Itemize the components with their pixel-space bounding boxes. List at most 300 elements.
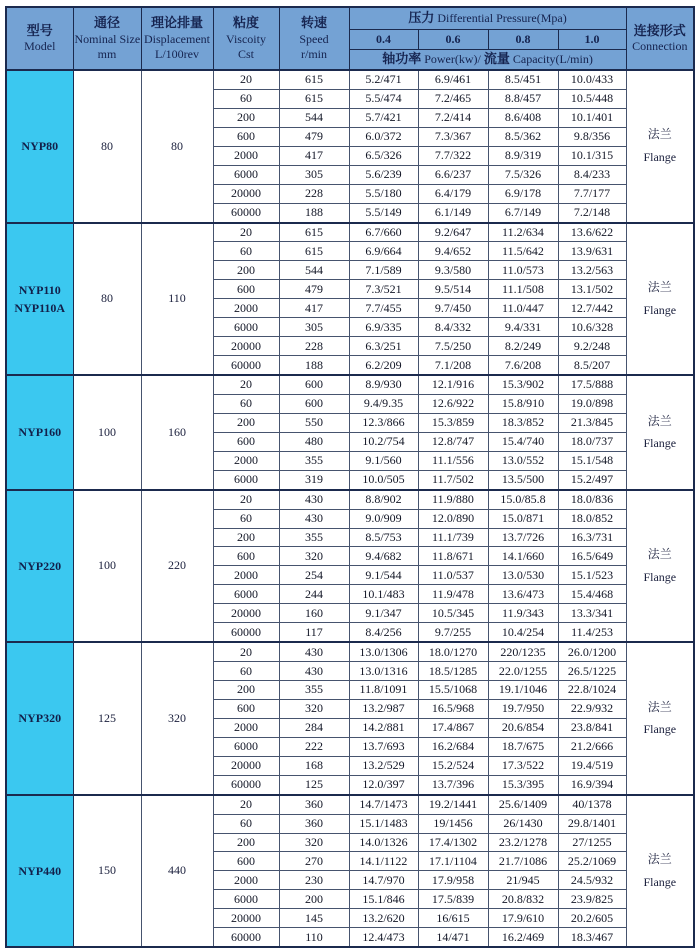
speed-cell: 479: [279, 127, 349, 146]
viscosity-cell: 6000: [213, 890, 279, 909]
viscosity-cell: 20: [213, 490, 279, 509]
power-capacity-cell-p0.6: 6.4/179: [418, 184, 488, 203]
power-capacity-cell-p0.6: 12.1/916: [418, 375, 488, 394]
header-nominal-unit: mm: [97, 46, 117, 61]
speed-cell: 319: [279, 470, 349, 489]
viscosity-cell: 600: [213, 699, 279, 718]
power-capacity-cell-p0.8: 26/1430: [488, 814, 558, 833]
power-capacity-cell-p0.6: 7.1/208: [418, 356, 488, 375]
viscosity-cell: 20000: [213, 604, 279, 623]
viscosity-cell: 60000: [213, 775, 279, 794]
power-capacity-cell-p0.4: 6.7/660: [349, 223, 418, 242]
header-speed: [279, 7, 349, 70]
speed-cell: 600: [279, 375, 349, 394]
power-capacity-cell-p1.0: 21.3/845: [558, 413, 626, 432]
speed-cell: 615: [279, 70, 349, 89]
power-capacity-cell-p0.6: 9.5/514: [418, 280, 488, 299]
viscosity-cell: 200: [213, 261, 279, 280]
viscosity-cell: 6000: [213, 470, 279, 489]
speed-cell: 320: [279, 547, 349, 566]
power-capacity-cell-p0.4: 10.1/483: [349, 585, 418, 604]
power-capacity-cell-p0.6: 15.2/524: [418, 756, 488, 775]
speed-cell: 244: [279, 585, 349, 604]
speed-cell: 305: [279, 318, 349, 337]
power-capacity-cell-p0.6: 11.0/537: [418, 566, 488, 585]
displacement-cell: 220: [141, 490, 213, 643]
header-displacement-unit: L/100rev: [155, 46, 199, 61]
speed-cell: 228: [279, 184, 349, 203]
speed-cell: 228: [279, 337, 349, 356]
power-capacity-cell-p0.8: 6.9/178: [488, 184, 558, 203]
model-cell: NYP440: [6, 795, 73, 948]
power-capacity-cell-p1.0: 10.1/315: [558, 146, 626, 165]
viscosity-cell: 60000: [213, 623, 279, 642]
power-capacity-cell-p0.4: 9.1/347: [349, 604, 418, 623]
power-capacity-cell-p0.4: 6.3/251: [349, 337, 418, 356]
power-capacity-cell-p0.6: 11.8/671: [418, 547, 488, 566]
power-capacity-cell-p0.6: 9.3/580: [418, 261, 488, 280]
speed-cell: 145: [279, 909, 349, 928]
power-capacity-cell-p0.8: 25.6/1409: [488, 795, 558, 814]
viscosity-cell: 60000: [213, 203, 279, 222]
viscosity-cell: 2000: [213, 299, 279, 318]
power-capacity-cell-p0.4: 14.7/970: [349, 871, 418, 890]
model-cell: NYP220: [6, 490, 73, 643]
header-model-en: Model: [24, 39, 56, 54]
power-capacity-cell-p1.0: 13.9/631: [558, 242, 626, 261]
displacement-cell: 80: [141, 70, 213, 223]
power-capacity-cell-p1.0: 17.5/888: [558, 375, 626, 394]
power-capacity-cell-p0.6: 17.1/1104: [418, 852, 488, 871]
power-capacity-cell-p1.0: 8.5/207: [558, 356, 626, 375]
power-capacity-cell-p0.6: 9.7/255: [418, 623, 488, 642]
viscosity-cell: 6000: [213, 585, 279, 604]
table-row: [6, 490, 694, 509]
power-capacity-cell-p0.8: 22.0/1255: [488, 662, 558, 681]
power-capacity-cell-p0.8: 20.8/832: [488, 890, 558, 909]
power-capacity-cell-p1.0: 23.8/841: [558, 718, 626, 737]
speed-cell: 168: [279, 756, 349, 775]
power-capacity-cell-p0.8: 9.4/331: [488, 318, 558, 337]
speed-cell: 222: [279, 737, 349, 756]
power-capacity-cell-p0.4: 8.4/256: [349, 623, 418, 642]
header-speed-unit: r/min: [301, 46, 327, 61]
power-capacity-cell-p0.4: 5.7/421: [349, 108, 418, 127]
power-capacity-cell-p0.8: 8.9/319: [488, 146, 558, 165]
power-capacity-cell-p0.8: 11.2/634: [488, 223, 558, 242]
power-capacity-cell-p0.4: 8.8/902: [349, 490, 418, 509]
power-capacity-cell-p0.4: 13.2/620: [349, 909, 418, 928]
speed-cell: 615: [279, 89, 349, 108]
power-capacity-cell-p1.0: 27/1255: [558, 833, 626, 852]
power-capacity-cell-p0.8: 13.0/552: [488, 451, 558, 470]
power-capacity-cell-p0.4: 7.3/521: [349, 280, 418, 299]
power-capacity-cell-p1.0: 15.1/548: [558, 451, 626, 470]
connection-cell: 法兰 Flange: [626, 490, 694, 643]
header-connection: [626, 7, 694, 70]
power-capacity-cell-p0.4: 6.9/664: [349, 242, 418, 261]
power-capacity-cell-p0.6: 9.2/647: [418, 223, 488, 242]
header-pressure-en: Differential Pressure(Mpa): [437, 11, 567, 26]
viscosity-cell: 20: [213, 375, 279, 394]
power-capacity-cell-p0.8: 10.4/254: [488, 623, 558, 642]
power-capacity-cell-p0.4: 8.5/753: [349, 528, 418, 547]
viscosity-cell: 60: [213, 242, 279, 261]
table-row: [6, 223, 694, 242]
viscosity-cell: 600: [213, 432, 279, 451]
power-capacity-cell-p0.8: 8.5/451: [488, 70, 558, 89]
power-capacity-cell-p0.4: 15.1/1483: [349, 814, 418, 833]
power-capacity-cell-p0.6: 6.9/461: [418, 70, 488, 89]
viscosity-cell: 60000: [213, 928, 279, 947]
speed-cell: 355: [279, 681, 349, 700]
power-capacity-cell-p0.6: 14/471: [418, 928, 488, 947]
power-capacity-cell-p1.0: 9.2/248: [558, 337, 626, 356]
pressure-level-0.6: 0.6: [418, 30, 488, 50]
power-capacity-cell-p0.4: 6.2/209: [349, 356, 418, 375]
power-capacity-cell-p1.0: 19.4/519: [558, 756, 626, 775]
speed-cell: 480: [279, 432, 349, 451]
displacement-cell: 110: [141, 223, 213, 376]
power-capacity-cell-p0.8: 13.0/530: [488, 566, 558, 585]
header-viscosity: [213, 7, 279, 70]
viscosity-cell: 2000: [213, 451, 279, 470]
power-capacity-cell-p1.0: 19.0/898: [558, 394, 626, 413]
power-capacity-cell-p0.8: 15.4/740: [488, 432, 558, 451]
power-capacity-cell-p0.4: 13.0/1306: [349, 642, 418, 661]
speed-cell: 430: [279, 509, 349, 528]
header-model-zh: 型号: [26, 22, 53, 38]
table-row: [6, 375, 694, 394]
displacement-cell: 440: [141, 795, 213, 948]
power-capacity-cell-p0.4: 11.8/1091: [349, 681, 418, 700]
nominal-size-cell: 100: [73, 490, 141, 643]
header-speed-zh: 转速: [300, 15, 327, 31]
speed-cell: 284: [279, 718, 349, 737]
header-pressure-zh: 压力: [408, 10, 435, 26]
power-capacity-cell-p0.4: 13.2/529: [349, 756, 418, 775]
viscosity-cell: 200: [213, 528, 279, 547]
power-capacity-cell-p0.8: 8.6/408: [488, 108, 558, 127]
power-capacity-cell-p1.0: 15.1/523: [558, 566, 626, 585]
power-capacity-cell-p0.6: 7.2/465: [418, 89, 488, 108]
power-capacity-cell-p0.6: 16/615: [418, 909, 488, 928]
power-capacity-cell-p0.8: 17.9/610: [488, 909, 558, 928]
header-speed-en: Speed: [299, 31, 329, 46]
power-capacity-cell-p0.4: 5.5/474: [349, 89, 418, 108]
speed-cell: 615: [279, 242, 349, 261]
power-capacity-cell-p0.8: 6.7/149: [488, 203, 558, 222]
power-capacity-cell-p0.6: 11.1/556: [418, 451, 488, 470]
power-capacity-cell-p1.0: 16.3/731: [558, 528, 626, 547]
power-capacity-cell-p0.4: 12.0/397: [349, 775, 418, 794]
power-capacity-cell-p1.0: 10.6/328: [558, 318, 626, 337]
power-capacity-cell-p1.0: 13.6/622: [558, 223, 626, 242]
power-capacity-cell-p0.8: 16.2/469: [488, 928, 558, 947]
power-capacity-cell-p0.8: 8.5/362: [488, 127, 558, 146]
power-capacity-cell-p1.0: 11.4/253: [558, 623, 626, 642]
nominal-size-cell: 100: [73, 375, 141, 490]
power-capacity-cell-p0.6: 6.1/149: [418, 203, 488, 222]
power-capacity-cell-p0.8: 11.0/447: [488, 299, 558, 318]
power-capacity-cell-p0.6: 13.7/396: [418, 775, 488, 794]
power-capacity-cell-p1.0: 16.9/394: [558, 775, 626, 794]
pressure-level-1.0: 1.0: [558, 30, 626, 50]
power-capacity-cell-p0.6: 9.7/450: [418, 299, 488, 318]
power-capacity-cell-p0.6: 11.9/478: [418, 585, 488, 604]
power-capacity-cell-p0.6: 8.4/332: [418, 318, 488, 337]
nominal-size-cell: 150: [73, 795, 141, 948]
speed-cell: 417: [279, 146, 349, 165]
power-capacity-cell-p0.6: 17.4/867: [418, 718, 488, 737]
power-capacity-cell-p0.8: 11.1/508: [488, 280, 558, 299]
speed-cell: 125: [279, 775, 349, 794]
power-capacity-cell-p1.0: 7.2/148: [558, 203, 626, 222]
power-capacity-cell-p0.4: 5.5/149: [349, 203, 418, 222]
viscosity-cell: 20: [213, 70, 279, 89]
power-capacity-cell-p0.4: 9.4/682: [349, 547, 418, 566]
displacement-cell: 160: [141, 375, 213, 490]
power-capacity-cell-p0.4: 5.5/180: [349, 184, 418, 203]
header-connection-zh: 连接形式: [633, 22, 686, 38]
power-capacity-cell-p1.0: 13.2/563: [558, 261, 626, 280]
power-capacity-cell-p0.8: 8.8/457: [488, 89, 558, 108]
power-capacity-cell-p1.0: 21.2/666: [558, 737, 626, 756]
viscosity-cell: 600: [213, 547, 279, 566]
viscosity-cell: 2000: [213, 566, 279, 585]
viscosity-cell: 60: [213, 89, 279, 108]
model-cell: NYP80: [6, 70, 73, 223]
speed-cell: 479: [279, 280, 349, 299]
power-capacity-cell-p0.4: 12.4/473: [349, 928, 418, 947]
speed-cell: 160: [279, 604, 349, 623]
power-capacity-cell-p1.0: 29.8/1401: [558, 814, 626, 833]
header-displacement: [141, 7, 213, 70]
speed-cell: 417: [279, 299, 349, 318]
header-displacement-zh: 理论排量: [150, 15, 203, 31]
viscosity-cell: 20: [213, 223, 279, 242]
power-capacity-cell-p0.8: 19.7/950: [488, 699, 558, 718]
power-capacity-cell-p0.4: 9.0/909: [349, 509, 418, 528]
viscosity-cell: 200: [213, 681, 279, 700]
power-capacity-cell-p0.6: 7.2/414: [418, 108, 488, 127]
power-capacity-cell-p0.8: 15.3/395: [488, 775, 558, 794]
power-capacity-cell-p0.4: 13.7/693: [349, 737, 418, 756]
power-capacity-cell-p1.0: 10.5/448: [558, 89, 626, 108]
speed-cell: 544: [279, 261, 349, 280]
power-capacity-cell-p0.6: 11.7/502: [418, 470, 488, 489]
power-capacity-cell-p1.0: 26.0/1200: [558, 642, 626, 661]
power-capacity-cell-p0.4: 6.9/335: [349, 318, 418, 337]
viscosity-cell: 20: [213, 642, 279, 661]
power-capacity-cell-p0.8: 13.6/473: [488, 585, 558, 604]
power-capacity-cell-p0.8: 18.3/852: [488, 413, 558, 432]
power-capacity-cell-p0.6: 9.4/652: [418, 242, 488, 261]
speed-cell: 270: [279, 852, 349, 871]
speed-cell: 355: [279, 451, 349, 470]
model-cell: NYP110 NYP110A: [6, 223, 73, 376]
viscosity-cell: 60: [213, 394, 279, 413]
power-capacity-cell-p0.4: 7.7/455: [349, 299, 418, 318]
speed-cell: 200: [279, 890, 349, 909]
viscosity-cell: 6000: [213, 318, 279, 337]
power-capacity-cell-p1.0: 22.9/932: [558, 699, 626, 718]
power-capacity-cell-p0.8: 15.3/902: [488, 375, 558, 394]
speed-cell: 117: [279, 623, 349, 642]
power-capacity-cell-p0.4: 7.1/589: [349, 261, 418, 280]
power-capacity-cell-p0.8: 19.1/1046: [488, 681, 558, 700]
header-viscosity-zh: 粘度: [232, 15, 259, 31]
power-capacity-cell-p0.6: 17.5/839: [418, 890, 488, 909]
viscosity-cell: 600: [213, 852, 279, 871]
header-nominal-en: Nominal Size: [74, 31, 141, 46]
power-capacity-cell-p0.6: 16.5/968: [418, 699, 488, 718]
power-capacity-cell-p0.6: 16.2/684: [418, 737, 488, 756]
viscosity-cell: 200: [213, 108, 279, 127]
speed-cell: 188: [279, 356, 349, 375]
viscosity-cell: 20000: [213, 184, 279, 203]
speed-cell: 360: [279, 795, 349, 814]
viscosity-cell: 20: [213, 795, 279, 814]
speed-cell: 230: [279, 871, 349, 890]
power-capacity-cell-p0.8: 15.8/910: [488, 394, 558, 413]
speed-cell: 430: [279, 642, 349, 661]
speed-cell: 430: [279, 490, 349, 509]
viscosity-cell: 200: [213, 833, 279, 852]
power-capacity-cell-p0.4: 13.0/1316: [349, 662, 418, 681]
speed-cell: 600: [279, 394, 349, 413]
viscosity-cell: 60: [213, 509, 279, 528]
power-capacity-cell-p0.4: 5.6/239: [349, 165, 418, 184]
power-capacity-cell-p0.8: 15.0/871: [488, 509, 558, 528]
nominal-size-cell: 80: [73, 223, 141, 376]
speed-cell: 550: [279, 413, 349, 432]
power-capacity-cell-p0.8: 220/1235: [488, 642, 558, 661]
power-capacity-cell-p0.6: 17.9/958: [418, 871, 488, 890]
power-capacity-cell-p0.8: 13.5/500: [488, 470, 558, 489]
power-capacity-cell-p1.0: 9.8/356: [558, 127, 626, 146]
power-capacity-cell-p0.8: 15.0/85.8: [488, 490, 558, 509]
power-capacity-cell-p0.8: 7.6/208: [488, 356, 558, 375]
speed-cell: 615: [279, 223, 349, 242]
viscosity-cell: 2000: [213, 146, 279, 165]
model-cell: NYP160: [6, 375, 73, 490]
power-capacity-cell-p1.0: 13.1/502: [558, 280, 626, 299]
connection-cell: 法兰 Flange: [626, 642, 694, 795]
power-capacity-cell-p0.4: 9.1/544: [349, 566, 418, 585]
header-viscosity-en: Viscoity: [226, 31, 266, 46]
power-capacity-cell-p0.4: 10.0/505: [349, 470, 418, 489]
power-capacity-cell-p1.0: 23.9/825: [558, 890, 626, 909]
power-capacity-cell-p0.6: 10.5/345: [418, 604, 488, 623]
viscosity-cell: 2000: [213, 871, 279, 890]
power-capacity-cell-p0.8: 13.7/726: [488, 528, 558, 547]
header-connection-en: Connection: [632, 39, 688, 54]
model-cell: NYP320: [6, 642, 73, 795]
power-capacity-cell-p0.4: 14.0/1326: [349, 833, 418, 852]
power-capacity-cell-p0.4: 9.4/9.35: [349, 394, 418, 413]
power-capacity-cell-p1.0: 40/1378: [558, 795, 626, 814]
displacement-cell: 320: [141, 642, 213, 795]
pressure-level-0.4: 0.4: [349, 30, 418, 50]
viscosity-cell: 6000: [213, 737, 279, 756]
connection-cell: 法兰 Flange: [626, 375, 694, 490]
power-capacity-cell-p0.8: 23.2/1278: [488, 833, 558, 852]
power-capacity-cell-p1.0: 10.1/401: [558, 108, 626, 127]
power-capacity-cell-p0.4: 9.1/560: [349, 451, 418, 470]
power-capacity-cell-p0.8: 7.5/326: [488, 165, 558, 184]
power-capacity-cell-p0.4: 8.9/930: [349, 375, 418, 394]
viscosity-cell: 6000: [213, 165, 279, 184]
viscosity-cell: 200: [213, 413, 279, 432]
power-capacity-cell-p1.0: 15.2/497: [558, 470, 626, 489]
power-capacity-cell-p1.0: 18.3/467: [558, 928, 626, 947]
viscosity-cell: 60: [213, 662, 279, 681]
power-capacity-cell-p1.0: 22.8/1024: [558, 681, 626, 700]
power-capacity-cell-p0.6: 19/1456: [418, 814, 488, 833]
power-capacity-cell-p0.4: 14.1/1122: [349, 852, 418, 871]
power-capacity-cell-p0.8: 8.2/249: [488, 337, 558, 356]
power-capacity-cell-p0.8: 20.6/854: [488, 718, 558, 737]
nominal-size-cell: 80: [73, 70, 141, 223]
power-capacity-cell-p0.6: 19.2/1441: [418, 795, 488, 814]
power-capacity-cell-p0.4: 10.2/754: [349, 432, 418, 451]
header-pressure-title: [349, 7, 626, 30]
viscosity-cell: 60: [213, 814, 279, 833]
viscosity-cell: 20000: [213, 909, 279, 928]
power-capacity-cell-p0.8: 11.0/573: [488, 261, 558, 280]
power-capacity-cell-p0.6: 18.5/1285: [418, 662, 488, 681]
power-capacity-cell-p0.6: 11.1/739: [418, 528, 488, 547]
power-capacity-cell-p0.4: 14.2/881: [349, 718, 418, 737]
header-viscosity-unit: Cst: [237, 46, 254, 61]
power-capacity-cell-p0.4: 6.5/326: [349, 146, 418, 165]
speed-cell: 430: [279, 662, 349, 681]
power-capacity-cell-p1.0: 18.0/852: [558, 509, 626, 528]
power-capacity-cell-p0.4: 13.2/987: [349, 699, 418, 718]
power-capacity-cell-p0.6: 7.5/250: [418, 337, 488, 356]
power-capacity-cell-p1.0: 24.5/932: [558, 871, 626, 890]
viscosity-cell: 600: [213, 280, 279, 299]
table-row: [6, 70, 694, 89]
connection-cell: 法兰 Flange: [626, 223, 694, 376]
power-capacity-cell-p0.8: 18.7/675: [488, 737, 558, 756]
pump-spec-table: [5, 6, 695, 948]
power-capacity-cell-p1.0: 26.5/1225: [558, 662, 626, 681]
power-capacity-cell-p1.0: 7.7/177: [558, 184, 626, 203]
speed-cell: 110: [279, 928, 349, 947]
power-capacity-cell-p0.6: 12.6/922: [418, 394, 488, 413]
table-row: [6, 795, 694, 814]
header-model: [6, 7, 73, 70]
table-row: [6, 642, 694, 661]
speed-cell: 360: [279, 814, 349, 833]
nominal-size-cell: 125: [73, 642, 141, 795]
header-nominal-size: [73, 7, 141, 70]
power-capacity-cell-p1.0: 18.0/737: [558, 432, 626, 451]
header-displacement-en: Displacement: [144, 31, 210, 46]
power-capacity-cell-p0.6: 6.6/237: [418, 165, 488, 184]
power-capacity-cell-p0.8: 11.9/343: [488, 604, 558, 623]
power-capacity-cell-p0.8: 17.3/522: [488, 756, 558, 775]
viscosity-cell: 2000: [213, 718, 279, 737]
speed-cell: 254: [279, 566, 349, 585]
header-nominal-zh: 通径: [93, 15, 120, 31]
viscosity-cell: 600: [213, 127, 279, 146]
viscosity-cell: 20000: [213, 756, 279, 775]
connection-cell: 法兰 Flange: [626, 795, 694, 948]
power-capacity-cell-p0.6: 15.5/1068: [418, 681, 488, 700]
